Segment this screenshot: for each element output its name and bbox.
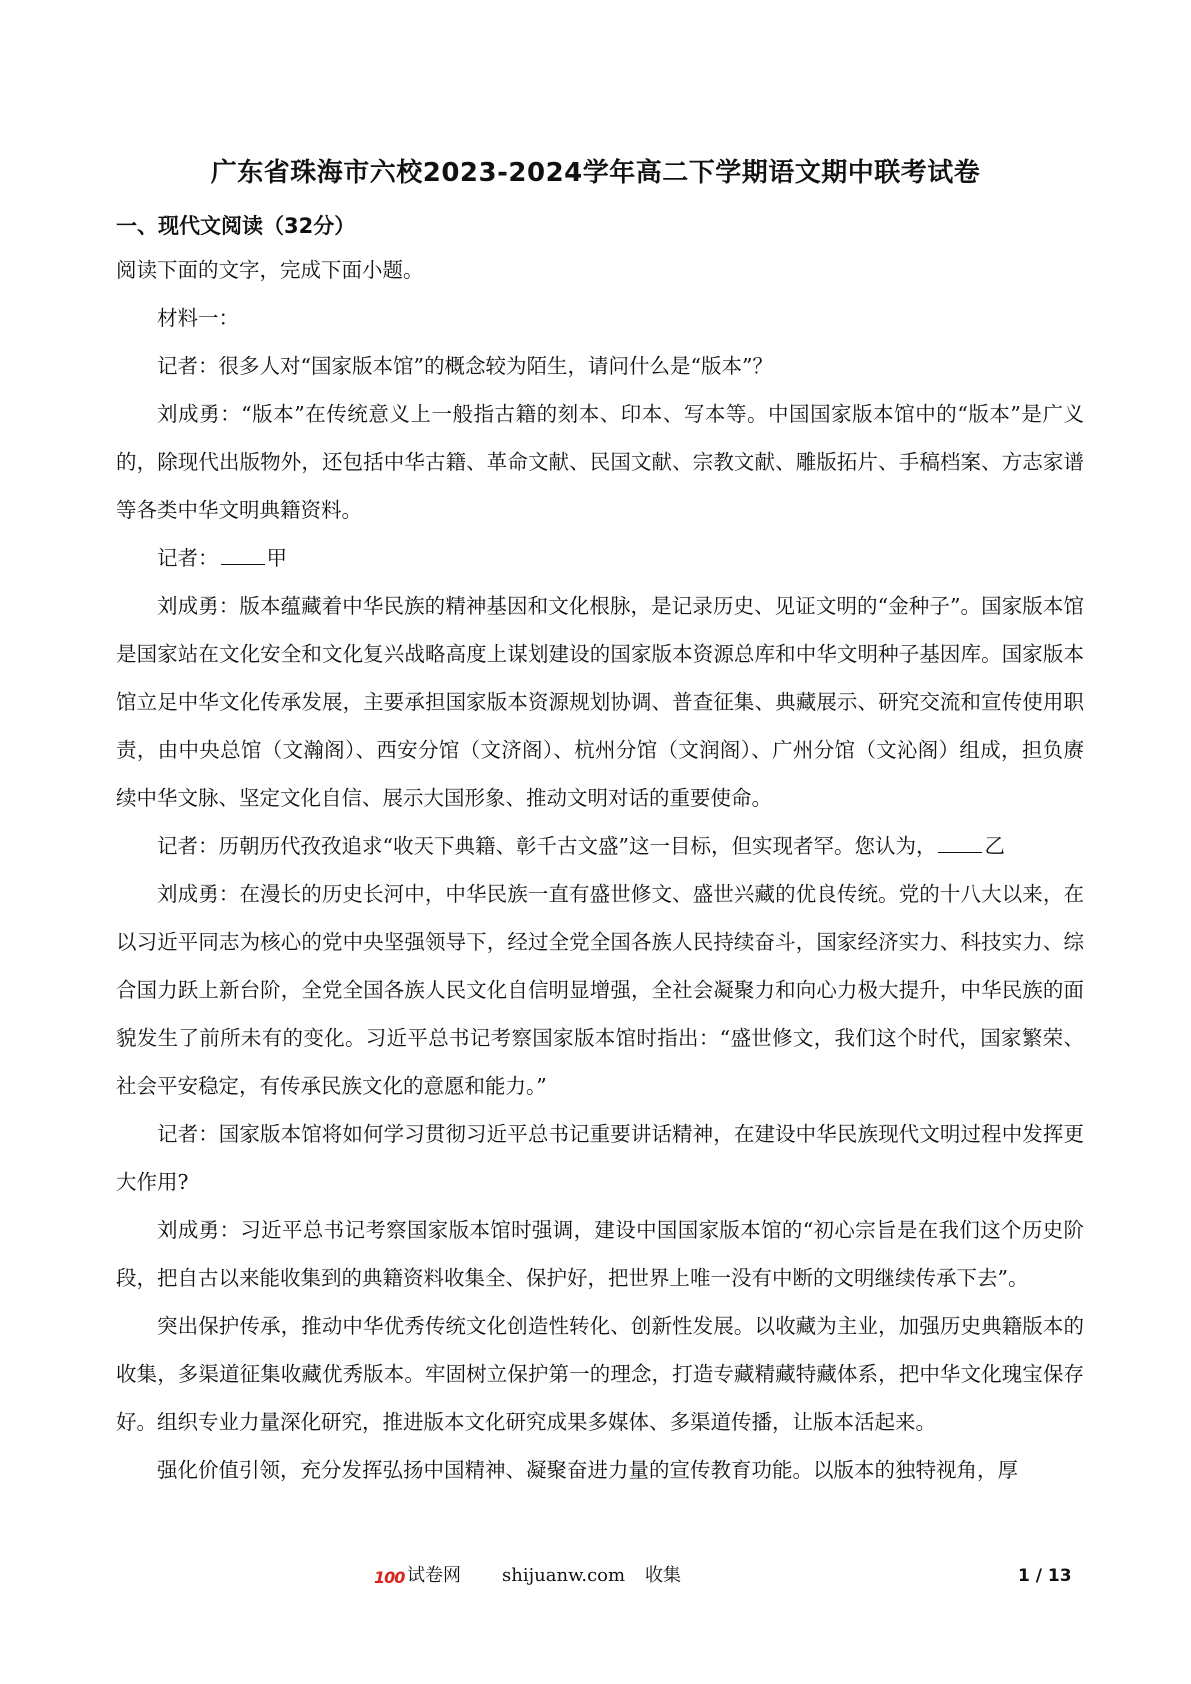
paragraph-5 <box>116 822 1084 870</box>
footer-collect-label: 收集 <box>645 1565 681 1586</box>
paragraph-3 <box>116 534 1084 582</box>
section-heading: 一、现代文阅读（32分） <box>116 214 356 238</box>
paragraph-4: 刘成勇：版本蕴藏着中华民族的精神基因和文化根脉，是记录历史、见证文明的“金种子”。国家版本馆是国家站在文化安全和文化复兴战略高度上谋划建设的国家版本资源总库和中华文明种子基因库。国家版本馆立足中华文化传承发展，主要承担国家版本资源规划协调、普查征集、典藏展示、研究交流和宣传使用职责，由中央总馆（文瀚阁）、西安分馆（文济阁）、杭州分馆（文润阁）、广州分馆（文沁阁）组成，担负赓续中华文脉、坚定文化自信、展示大国形象、推动文明对话的重要使命。 <box>116 594 1084 810</box>
instruction-text: 阅读下面的文字，完成下面小题。 <box>116 258 424 282</box>
fill-blank-a <box>221 546 265 565</box>
paragraph-5-prefix: 记者：历朝历代孜孜追求“收天下典籍、彰千古文盛”这一目标，但实现者罕。您认为， <box>157 834 937 858</box>
footer-brand: 试卷网 <box>407 1565 461 1586</box>
paragraph-1: 记者：很多人对“国家版本馆”的概念较为陌生，请问什么是“版本”？ <box>157 354 773 378</box>
paragraph-9: 突出保护传承，推动中华优秀传统文化创造性转化、创新性发展。以收藏为主业，加强历史典籍版本的收集，多渠道征集收藏优秀版本。牢固树立保护第一的理念，打造专藏精藏特藏体系，把中华文化瑰宝保存好。组织专业力量深化研究，推进版本文化研究成果多媒体、多渠道传播，让版本活起来。 <box>116 1314 1084 1434</box>
blank-mark-a: 甲 <box>266 546 287 570</box>
paragraph-6: 刘成勇：在漫长的历史长河中，中华民族一直有盛世修文、盛世兴藏的优良传统。党的十八大以来，在以习近平同志为核心的党中央坚强领导下，经过全党全国各族人民持续奋斗，国家经济实力、科技实力、综合国力跃上新台阶，全党全国各族人民文化自信明显增强，全社会凝聚力和向心力极大提升，中华民族的面貌发生了前所未有的变化。习近平总书记考察国家版本馆时指出：“盛世修文，我们这个时代，国家繁荣、社会平安稳定，有传承民族文化的意愿和能力。” <box>116 882 1084 1098</box>
site-logo-icon: 100 <box>374 1568 405 1587</box>
reading-passage <box>116 246 1084 1494</box>
paragraph-8: 刘成勇：习近平总书记考察国家版本馆时强调，建设中国国家版本馆的“初心宗旨是在我们这个历史阶段，把自古以来能收集到的典籍资料收集全、保护好，把世界上唯一没有中断的文明继续传承下去”。 <box>116 1218 1084 1290</box>
footer-site-url[interactable]: shijuanw.com <box>502 1565 626 1586</box>
page-number: 1 / 13 <box>1018 1566 1072 1586</box>
fill-blank-b <box>938 834 982 853</box>
page-footer <box>0 1561 1191 1591</box>
paragraph-2: 刘成勇：“版本”在传统意义上一般指古籍的刻本、印本、写本等。中国国家版本馆中的“版本”是广义的，除现代出版物外，还包括中华古籍、革命文献、民国文献、宗教文献、雕版拓片、手稿档案、方志家谱等各类中华文明典籍资料。 <box>116 402 1084 522</box>
paragraph-10: 强化价值引领，充分发挥弘扬中国精神、凝聚奋进力量的宣传教育功能。以版本的独特视角，厚 <box>157 1458 1018 1482</box>
blank-mark-b: 乙 <box>984 834 1005 858</box>
paragraph-7: 记者：国家版本馆将如何学习贯彻习近平总书记重要讲话精神，在建设中华民族现代文明过程中发挥更大作用? <box>116 1122 1084 1194</box>
document-title: 广东省珠海市六校2023-2024学年高二下学期语文期中联考试卷 <box>210 158 981 188</box>
paragraph-3-prefix: 记者： <box>157 546 219 570</box>
material-label: 材料一： <box>157 306 239 330</box>
